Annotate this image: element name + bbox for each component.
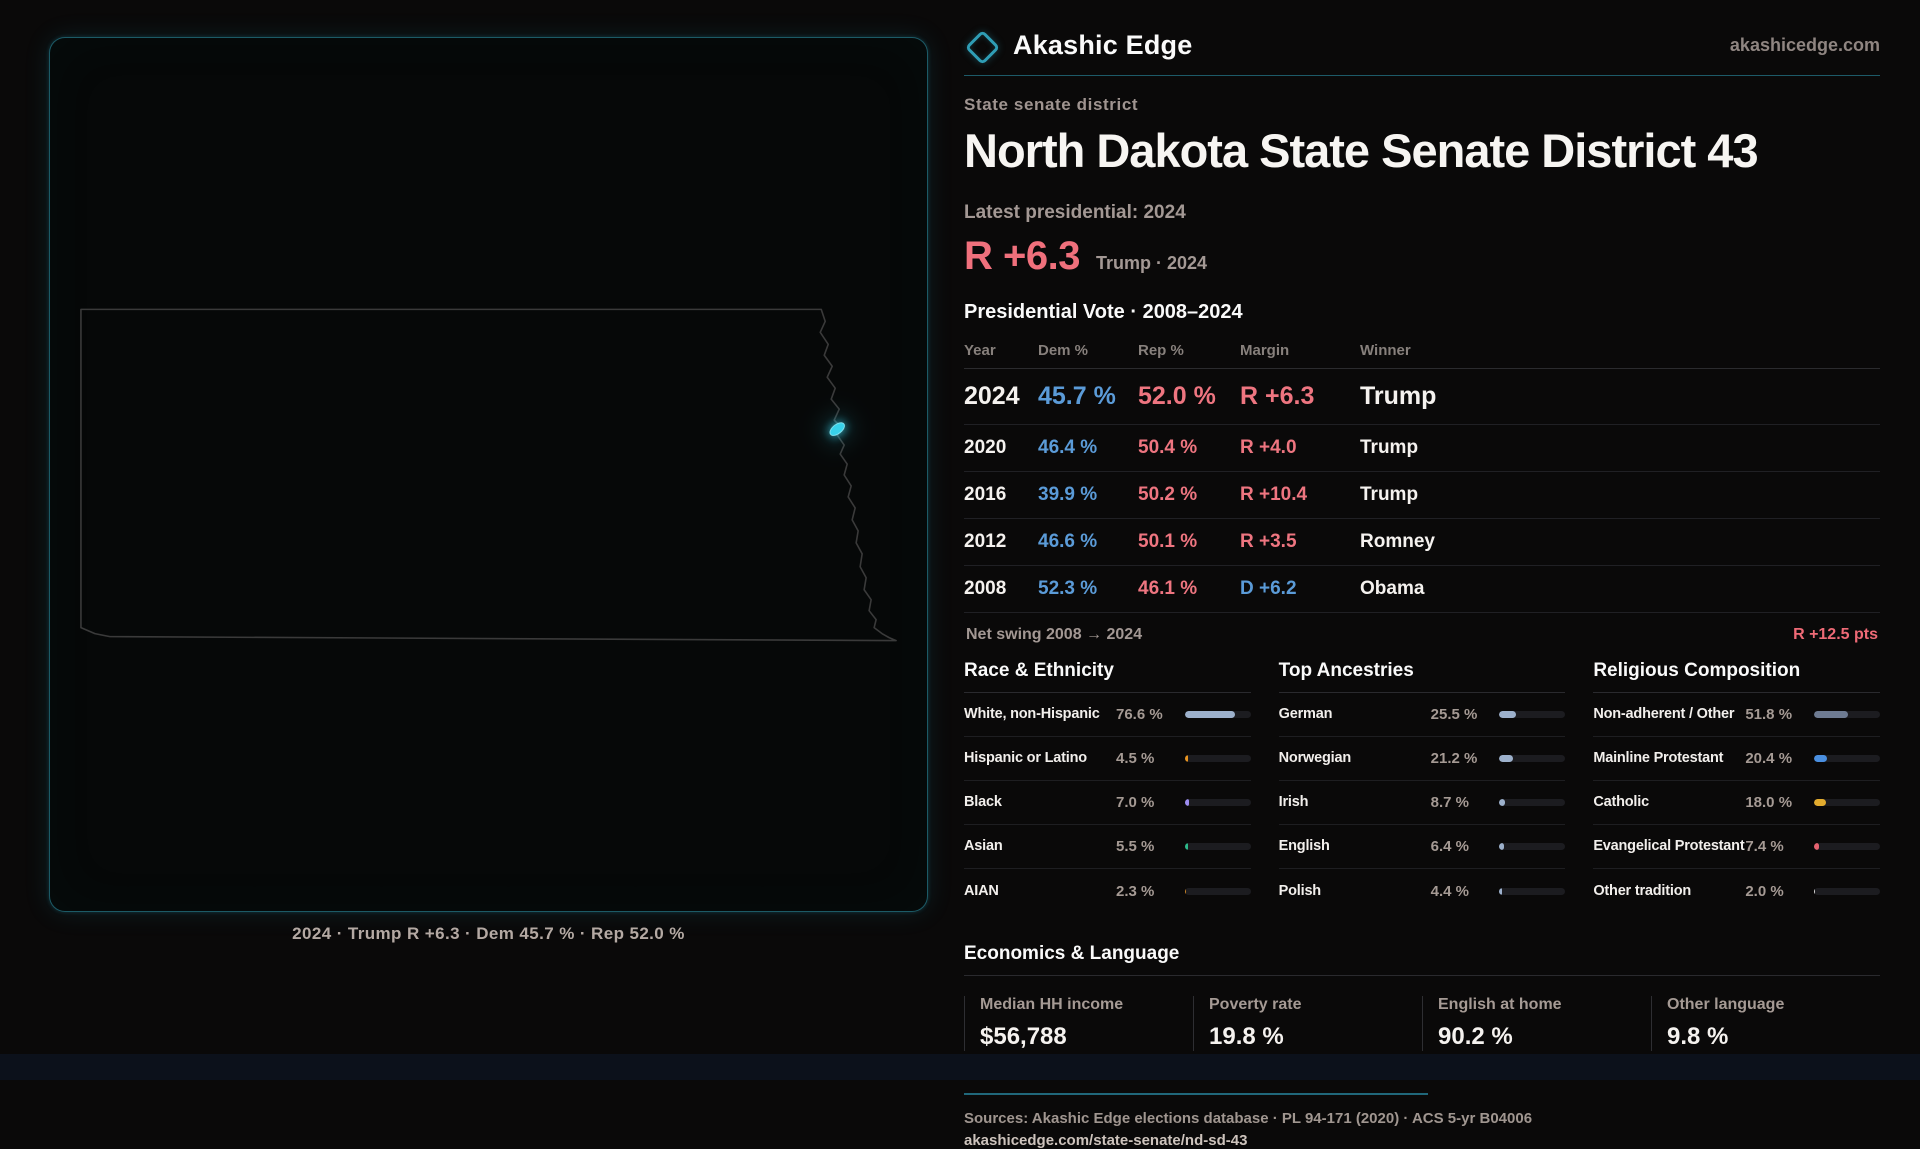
table-row	[964, 519, 1880, 566]
stat-label: German	[1278, 706, 1333, 723]
stat-label: Evangelical Protestant	[1593, 838, 1745, 855]
list-item	[1279, 825, 1566, 869]
stat-label: Polish	[1278, 882, 1321, 899]
dem-cell: 46.4 %	[1038, 437, 1098, 458]
rep-cell: 46.1 %	[1138, 578, 1198, 599]
table-row	[964, 472, 1880, 519]
stat-label: Catholic	[1593, 794, 1649, 811]
stat-label: White, non-Hispanic	[964, 706, 1100, 723]
rep-cell: 50.1 %	[1138, 531, 1198, 552]
headline-margin-row	[964, 234, 1880, 279]
econ-stat-value: 90.2 %	[1438, 1023, 1513, 1050]
econ-stat-value: 19.8 %	[1209, 1023, 1284, 1050]
religion-section	[1593, 660, 1880, 913]
stat-bar	[1499, 888, 1565, 895]
margin-cell: R +6.3	[1240, 382, 1315, 410]
econ-stat	[1422, 996, 1651, 1051]
demographics-grid	[964, 660, 1880, 913]
footer-divider	[964, 1093, 1428, 1095]
headline-margin-value: R +6.3	[964, 234, 1080, 278]
list-item	[1593, 781, 1880, 825]
section-title: Religious Composition	[1593, 660, 1880, 693]
stat-value: 8.7 %	[1430, 794, 1470, 811]
stat-bar	[1499, 755, 1565, 762]
section-title: Race & Ethnicity	[964, 660, 1251, 693]
net-swing-label: Net swing 2008 → 2024	[966, 626, 1143, 643]
economics-title: Economics & Language	[964, 943, 1180, 964]
stat-label: AIAN	[964, 882, 999, 899]
brand-header	[964, 30, 1880, 61]
stat-value: 4.5 %	[1116, 750, 1155, 767]
rep-cell: 52.0 %	[1138, 382, 1216, 410]
stat-value: 4.4 %	[1430, 882, 1470, 900]
winner-cell: Obama	[1360, 578, 1425, 599]
econ-stat-value: $56,788	[980, 1023, 1067, 1050]
dem-cell: 39.9 %	[1038, 484, 1098, 505]
section-title: Top Ancestries	[1279, 660, 1566, 693]
list-item	[1279, 781, 1566, 825]
list-item	[1593, 869, 1880, 913]
permalink[interactable]: akashicedge.com/state-senate/nd-sd-43	[964, 1132, 1248, 1149]
col-margin: Margin	[1240, 342, 1290, 359]
year-cell: 2020	[964, 437, 1007, 458]
stat-bar	[1814, 888, 1880, 895]
stat-value: 7.0 %	[1116, 794, 1155, 811]
dem-cell: 46.6 %	[1038, 531, 1098, 552]
list-item	[1593, 737, 1880, 781]
economics-section	[964, 943, 1880, 1051]
econ-stat	[964, 996, 1193, 1051]
stat-label: Hispanic or Latino	[964, 750, 1087, 767]
econ-stat-label: Median HH income	[980, 996, 1124, 1013]
stat-value: 18.0 %	[1745, 794, 1793, 811]
winner-cell: Romney	[1360, 531, 1435, 552]
ancestries-section	[1279, 660, 1566, 913]
stat-value: 20.4 %	[1745, 750, 1793, 767]
stat-value: 25.5 %	[1430, 706, 1478, 723]
table-row	[964, 425, 1880, 472]
presidential-vote-table	[964, 334, 1880, 613]
rep-cell: 50.2 %	[1138, 484, 1198, 505]
list-item	[964, 693, 1251, 737]
stat-bar	[1185, 799, 1251, 806]
district-map-card	[49, 37, 928, 912]
econ-stat-value: 9.8 %	[1667, 1023, 1729, 1050]
footer	[964, 1093, 1880, 1149]
diamond-logo-icon	[965, 29, 1000, 64]
stat-bar	[1814, 843, 1880, 850]
stat-label: Mainline Protestant	[1593, 750, 1724, 767]
vote-table-header	[964, 334, 1880, 369]
net-swing-value: R +12.5 pts	[1793, 626, 1878, 643]
col-rep: Rep %	[1138, 342, 1184, 359]
econ-stat	[1651, 996, 1880, 1051]
stat-bar	[1814, 799, 1880, 806]
header-divider	[964, 75, 1880, 76]
stat-bar	[1814, 711, 1880, 718]
econ-stat-label: Poverty rate	[1209, 996, 1302, 1013]
stat-value: 7.4 %	[1745, 838, 1784, 855]
brand-site-link[interactable]: akashicedge.com	[1729, 35, 1880, 55]
detail-panel	[964, 30, 1880, 1149]
presidential-vote-title: Presidential Vote · 2008–2024	[964, 301, 1243, 323]
stat-bar	[1185, 843, 1251, 850]
list-item	[1279, 869, 1566, 913]
year-cell: 2012	[964, 531, 1007, 552]
col-year: Year	[964, 342, 996, 359]
list-item	[1279, 737, 1566, 781]
bottom-window-strip	[0, 1054, 1920, 1080]
stat-value: 21.2 %	[1430, 750, 1478, 767]
winner-cell: Trump	[1360, 484, 1419, 505]
stat-bar	[1499, 711, 1565, 718]
dem-cell: 52.3 %	[1038, 578, 1098, 599]
stat-value: 2.0 %	[1745, 882, 1784, 900]
stat-bar	[1185, 755, 1251, 762]
econ-stat-label: Other language	[1667, 996, 1785, 1013]
winner-cell: Trump	[1360, 382, 1437, 410]
stat-label: Asian	[964, 838, 1003, 855]
list-item	[1593, 825, 1880, 869]
stat-label: English	[1278, 838, 1330, 855]
col-winner: Winner	[1360, 342, 1411, 359]
winner-cell: Trump	[1360, 437, 1419, 458]
year-cell: 2016	[964, 484, 1007, 505]
economics-divider	[964, 975, 1880, 976]
rep-cell: 50.4 %	[1138, 437, 1198, 458]
net-swing-row	[964, 613, 1880, 644]
stat-bar	[1499, 799, 1565, 806]
stat-value: 51.8 %	[1745, 706, 1793, 723]
table-row	[964, 566, 1880, 613]
north-dakota-map	[50, 38, 927, 911]
list-item	[1279, 693, 1566, 737]
stat-label: Irish	[1278, 794, 1309, 811]
margin-cell: D +6.2	[1240, 578, 1297, 599]
list-item	[964, 869, 1251, 913]
district-kicker: State senate district	[964, 95, 1139, 114]
stat-label: Norwegian	[1278, 750, 1351, 767]
margin-cell: R +10.4	[1240, 484, 1308, 505]
stat-label: Other tradition	[1593, 882, 1692, 899]
brand-name: Akashic Edge	[1013, 30, 1193, 60]
stat-value: 76.6 %	[1116, 706, 1163, 723]
margin-cell: R +3.5	[1240, 531, 1297, 552]
stat-bar	[1185, 711, 1251, 718]
list-item	[964, 781, 1251, 825]
stat-label: Non-adherent / Other	[1593, 706, 1735, 723]
year-cell: 2008	[964, 578, 1007, 599]
sources-text: Sources: Akashic Edge elections database · PL 94-171 (2020) · ACS 5-yr B04006	[964, 1110, 1533, 1127]
econ-stat	[1193, 996, 1422, 1051]
stat-bar	[1185, 888, 1251, 895]
stat-value: 2.3 %	[1116, 882, 1155, 900]
margin-cell: R +4.0	[1240, 437, 1297, 458]
col-dem: Dem %	[1038, 342, 1089, 359]
page-title: North Dakota State Senate District 43	[964, 124, 1758, 177]
year-cell: 2024	[964, 382, 1020, 410]
stat-bar	[1814, 755, 1880, 762]
race-ethnicity-section	[964, 660, 1251, 913]
list-item	[1593, 693, 1880, 737]
economics-stats	[964, 996, 1880, 1051]
econ-stat-label: English at home	[1438, 996, 1562, 1013]
list-item	[964, 737, 1251, 781]
stat-label: Black	[964, 794, 1002, 811]
map-caption: 2024 · Trump R +6.3 · Dem 45.7 % · Rep 52.0 %	[292, 924, 685, 943]
list-item	[964, 825, 1251, 869]
dem-cell: 45.7 %	[1038, 382, 1116, 410]
table-row	[964, 369, 1880, 425]
stat-value: 6.4 %	[1430, 838, 1470, 855]
latest-presidential-label: Latest presidential: 2024	[964, 202, 1186, 223]
stat-bar	[1499, 843, 1565, 850]
stat-value: 5.5 %	[1116, 838, 1155, 855]
headline-margin-context: Trump · 2024	[1095, 253, 1208, 273]
state-outline	[81, 309, 896, 640]
